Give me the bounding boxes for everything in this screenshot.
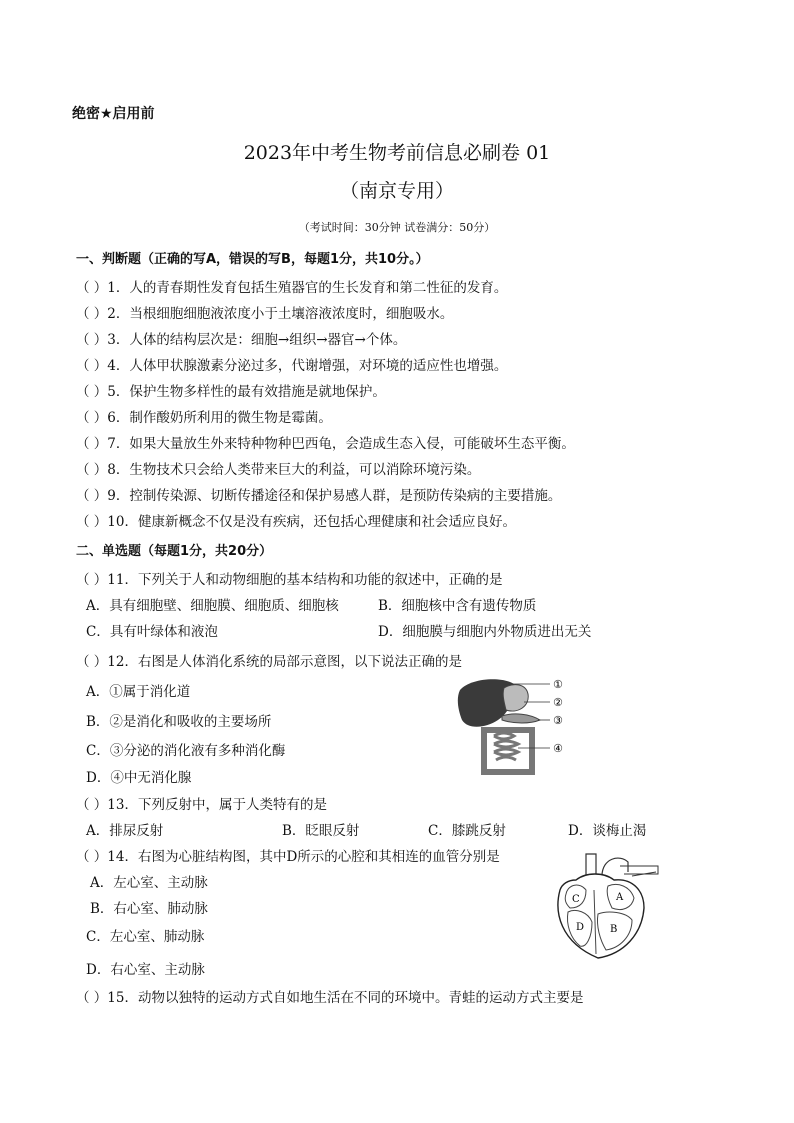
judge-question-4: （ ）4．人体甲状腺激素分泌过多，代谢增强，对环境的适应性也增强。 [76,358,508,374]
q12-stem: （ ）12．右图是人体消化系统的局部示意图，以下说法正确的是 [76,654,462,670]
judge-question-8: （ ）8．生物技术只会给人类带来巨大的利益，可以消除环境污染。 [76,462,481,478]
heart-label-d: D [576,922,585,933]
q13-option-c: C．膝跳反射 [428,823,506,839]
q13-option-d: D．谈梅止渴 [568,823,647,839]
q15-stem: （ ）15．动物以独特的运动方式自如地生活在不同的环境中。青蛙的运动方式主要是 [76,990,584,1006]
label-3: ③ [553,714,563,727]
q14-option-c: C．左心室、肺动脉 [86,929,205,945]
large-intestine-shape [484,730,532,772]
heart-label-a: A [616,892,624,903]
exam-subtitle: （南京专用） [339,180,454,202]
digestive-system-figure [452,668,582,788]
stomach-shape [503,685,528,711]
exam-title: 2023年中考生物考前信息必刷卷 01 [243,142,551,164]
q11-option-c: C．具有叶绿体和液泡 [86,624,218,640]
q13-option-b: B．眨眼反射 [282,823,360,839]
section2-heading: 二、单选题（每题1分，共20分） [76,544,273,559]
label-2: ② [553,696,563,709]
heart-label-b: B [610,924,618,935]
judge-question-6: （ ）6．制作酸奶所利用的微生物是霉菌。 [76,410,332,426]
judge-question-1: （ ）1．人的青春期性发育包括生殖器官的生长发育和第二性征的发育。 [76,280,508,296]
q14-option-d: D．右心室、主动脉 [86,962,205,978]
heart-label-c: C [572,894,580,905]
q14-option-b: B．右心室、肺动脉 [90,901,208,917]
label-4: ④ [553,742,563,755]
q14-stem: （ ）14．右图为心脏结构图，其中D所示的心腔和其相连的血管分别是 [76,849,500,865]
pancreas-shape [502,714,540,723]
q12-option-c: C．③分泌的消化液有多种消化酶 [86,743,286,759]
q12-option-d: D．④中无消化腺 [86,770,192,786]
q13-option-a: A．排尿反射 [86,823,164,839]
section1-heading: 一、判断题（正确的写A，错误的写B，每题1分，共10分。） [76,252,429,267]
label-1: ① [553,678,563,691]
q13-stem: （ ）13．下列反射中，属于人类特有的是 [76,797,327,813]
q11-option-d: D．细胞膜与细胞内外物质进出无关 [378,624,592,640]
judge-question-2: （ ）2．当根细胞细胞液浓度小于土壤溶液浓度时，细胞吸水。 [76,306,454,322]
q12-option-b: B．②是消化和吸收的主要场所 [86,714,272,730]
judge-question-3: （ ）3．人体的结构层次是：细胞→组织→器官→个体。 [76,332,407,348]
q14-option-a: A．左心室、主动脉 [90,875,208,891]
exam-meta: （考试时间：30分钟 试卷满分：50分） [298,221,496,234]
judge-question-9: （ ）9．控制传染源、切断传播途径和保护易感人群，是预防传染病的主要措施。 [76,488,562,504]
judge-question-7: （ ）7．如果大量放生外来特种物种巴西龟，会造成生态入侵，可能破坏生态平衡。 [76,436,575,452]
judge-question-10: （ ）10．健康新概念不仅是没有疾病，还包括心理健康和社会适应良好。 [76,514,516,530]
q12-option-a: A．①属于消化道 [86,684,191,700]
confidential-mark: 绝密★启用前 [72,106,155,122]
q11-stem: （ ）11．下列关于人和动物细胞的基本结构和功能的叙述中，正确的是 [76,572,503,588]
small-intestine-shape [494,733,518,760]
judge-question-5: （ ）5．保护生物多样性的最有效措施是就地保护。 [76,384,386,400]
heart-figure [546,850,666,965]
q11-option-a: A．具有细胞壁、细胞膜、细胞质、细胞核 [86,598,339,614]
q11-option-b: B．细胞核中含有遗传物质 [378,598,537,614]
